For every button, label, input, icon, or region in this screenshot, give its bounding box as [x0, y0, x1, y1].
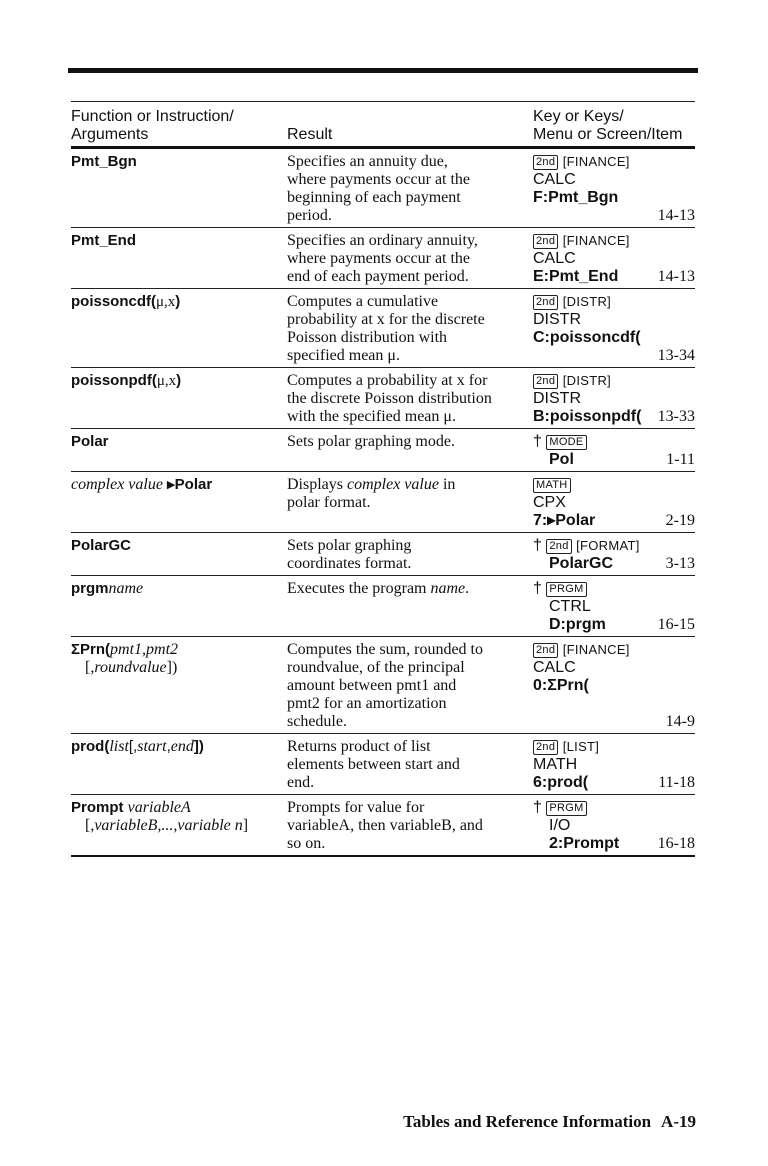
result-text: Displays complex value in polar format. [287, 476, 456, 511]
table-row [71, 368, 695, 429]
menu-item: C:poissoncdf( [533, 329, 641, 346]
2nd-key: 2nd [533, 740, 558, 755]
function-name: PolarGC [71, 537, 132, 554]
result-text: Prompts for value for variableA, then variableB, and so on. [287, 799, 483, 852]
reference-table [71, 101, 695, 857]
math-key: MATH [533, 478, 571, 493]
page-footer [393, 1112, 696, 1132]
page-reference: 14-13 [657, 207, 695, 224]
table-row [71, 149, 695, 228]
function-name: Pmt_End [71, 232, 137, 249]
result-text: Returns product of list elements between start and end. [287, 738, 460, 791]
function-name: prgmname [71, 580, 144, 597]
function-name: Prompt variableA [,variableB,...,variable n] [71, 799, 249, 834]
table-header [71, 102, 695, 149]
top-rule [68, 68, 698, 73]
mode-key: MODE [546, 435, 586, 450]
page-reference: 16-18 [657, 835, 695, 852]
result-text: Executes the program name. [287, 580, 470, 597]
header-col3-line1: Key or Keys/ [533, 108, 624, 125]
page-reference: 13-34 [657, 347, 695, 364]
footer-page-number: A-19 [661, 1112, 696, 1131]
key-menu: 2nd [DISTR] DISTR C:poissoncdf( 13-34 [533, 294, 695, 364]
key-menu: † PRGM CTRL D:prgm 16-15 [533, 580, 695, 633]
2nd-key: 2nd [533, 374, 558, 389]
2nd-key: 2nd [533, 234, 558, 249]
function-name: Pmt_Bgn [71, 153, 137, 170]
menu-item: F:Pmt_Bgn [533, 189, 619, 206]
header-col1-line2: Arguments [71, 126, 149, 143]
menu-item: 7:▸Polar [533, 512, 596, 529]
page-reference: 3-13 [665, 555, 695, 572]
2nd-key: 2nd [533, 295, 558, 310]
prgm-key: PRGM [546, 801, 586, 816]
key-menu [533, 433, 695, 469]
table-row [71, 533, 695, 576]
2nd-key: 2nd [546, 539, 571, 554]
result-text: Specifies an ordinary annuity, where payments occur at the end of each payment period. [287, 232, 478, 285]
result-text: Computes a cumulative probability at x for the discrete Poisson distribution with specified mean μ. [287, 293, 485, 364]
menu-item: 6:prod( [533, 774, 589, 791]
page-reference: 16-15 [657, 616, 695, 633]
function-name: poissonpdf(μ,x) [71, 372, 182, 389]
header-col3-line2: Menu or Screen/Item [533, 126, 683, 143]
header-col1-line1: Function or Instruction/ [71, 108, 234, 125]
table-row [71, 734, 695, 795]
function-name: prod(list[,start,end]) [71, 738, 204, 755]
result-text: Computes the sum, rounded to roundvalue, of the principal amount between pmt1 and pmt2 for an amortization schedule. [287, 641, 483, 730]
page-reference: 11-18 [658, 774, 695, 791]
table-row [71, 429, 695, 472]
2nd-key: 2nd [533, 643, 558, 658]
table-row [71, 472, 695, 533]
menu-item: D:prgm [549, 616, 606, 633]
menu-item: Pol [549, 451, 574, 468]
function-name: poissoncdf(μ,x) [71, 293, 181, 310]
footer-title: Tables and Reference Information [403, 1112, 652, 1131]
page-reference: 2-19 [665, 512, 695, 529]
page-reference: 14-13 [657, 268, 695, 285]
table-row [71, 289, 695, 368]
result-text: Specifies an annuity due, where payments occur at the beginning of each payment period. [287, 153, 471, 224]
menu-item: 0:ΣPrn( [533, 677, 589, 694]
menu-item: E:Pmt_End [533, 268, 619, 285]
function-name: Polar [71, 433, 109, 450]
result-text: Computes a probability at x for the discrete Poisson distribution with the specified mean μ. [287, 372, 492, 425]
key-menu: 2nd [LIST] MATH 6:prod( 11-18 [533, 739, 695, 791]
result-text: Sets polar graphing mode. [287, 433, 455, 450]
function-name: complex value ▸Polar [71, 476, 213, 493]
dagger-mark: † [533, 537, 542, 554]
page-reference: 1-11 [666, 451, 695, 468]
menu-item: B:poissonpdf( [533, 408, 642, 425]
header-col2: Result [287, 126, 333, 143]
prgm-key: PRGM [546, 582, 586, 597]
result-text: Sets polar graphing coordinates format. [287, 537, 412, 572]
key-menu: 2nd [FINANCE] CALC E:Pmt_End 14-13 [533, 233, 695, 285]
table-row [71, 228, 695, 289]
key-menu: MATH CPX 7:▸Polar 2-19 [533, 479, 695, 529]
dagger-mark: † [533, 433, 542, 450]
key-menu: 2nd [FINANCE] CALC F:Pmt_Bgn 14-13 [533, 154, 695, 224]
key-menu: † 2nd [FORMAT] PolarGC 3-13 [533, 537, 695, 572]
function-name: ΣPrn(pmt1,pmt2 [,roundvalue]) [71, 641, 179, 676]
table-row [71, 795, 695, 857]
menu-item: 2:Prompt [549, 835, 620, 852]
key-menu: † PRGM I/O 2:Prompt 16-18 [533, 799, 695, 852]
table-row [71, 576, 695, 637]
dagger-mark: † [533, 580, 542, 597]
2nd-key: 2nd [533, 155, 558, 170]
page-reference: 13-33 [657, 408, 695, 425]
table-row [71, 637, 695, 734]
dagger-mark: † [533, 799, 542, 816]
page-reference: 14-9 [665, 713, 695, 730]
menu-item: PolarGC [549, 555, 614, 572]
key-menu: 2nd [DISTR] DISTR B:poissonpdf( 13-33 [533, 373, 695, 425]
key-menu: 2nd [FINANCE] CALC 0:ΣPrn( 14-9 [533, 642, 695, 730]
